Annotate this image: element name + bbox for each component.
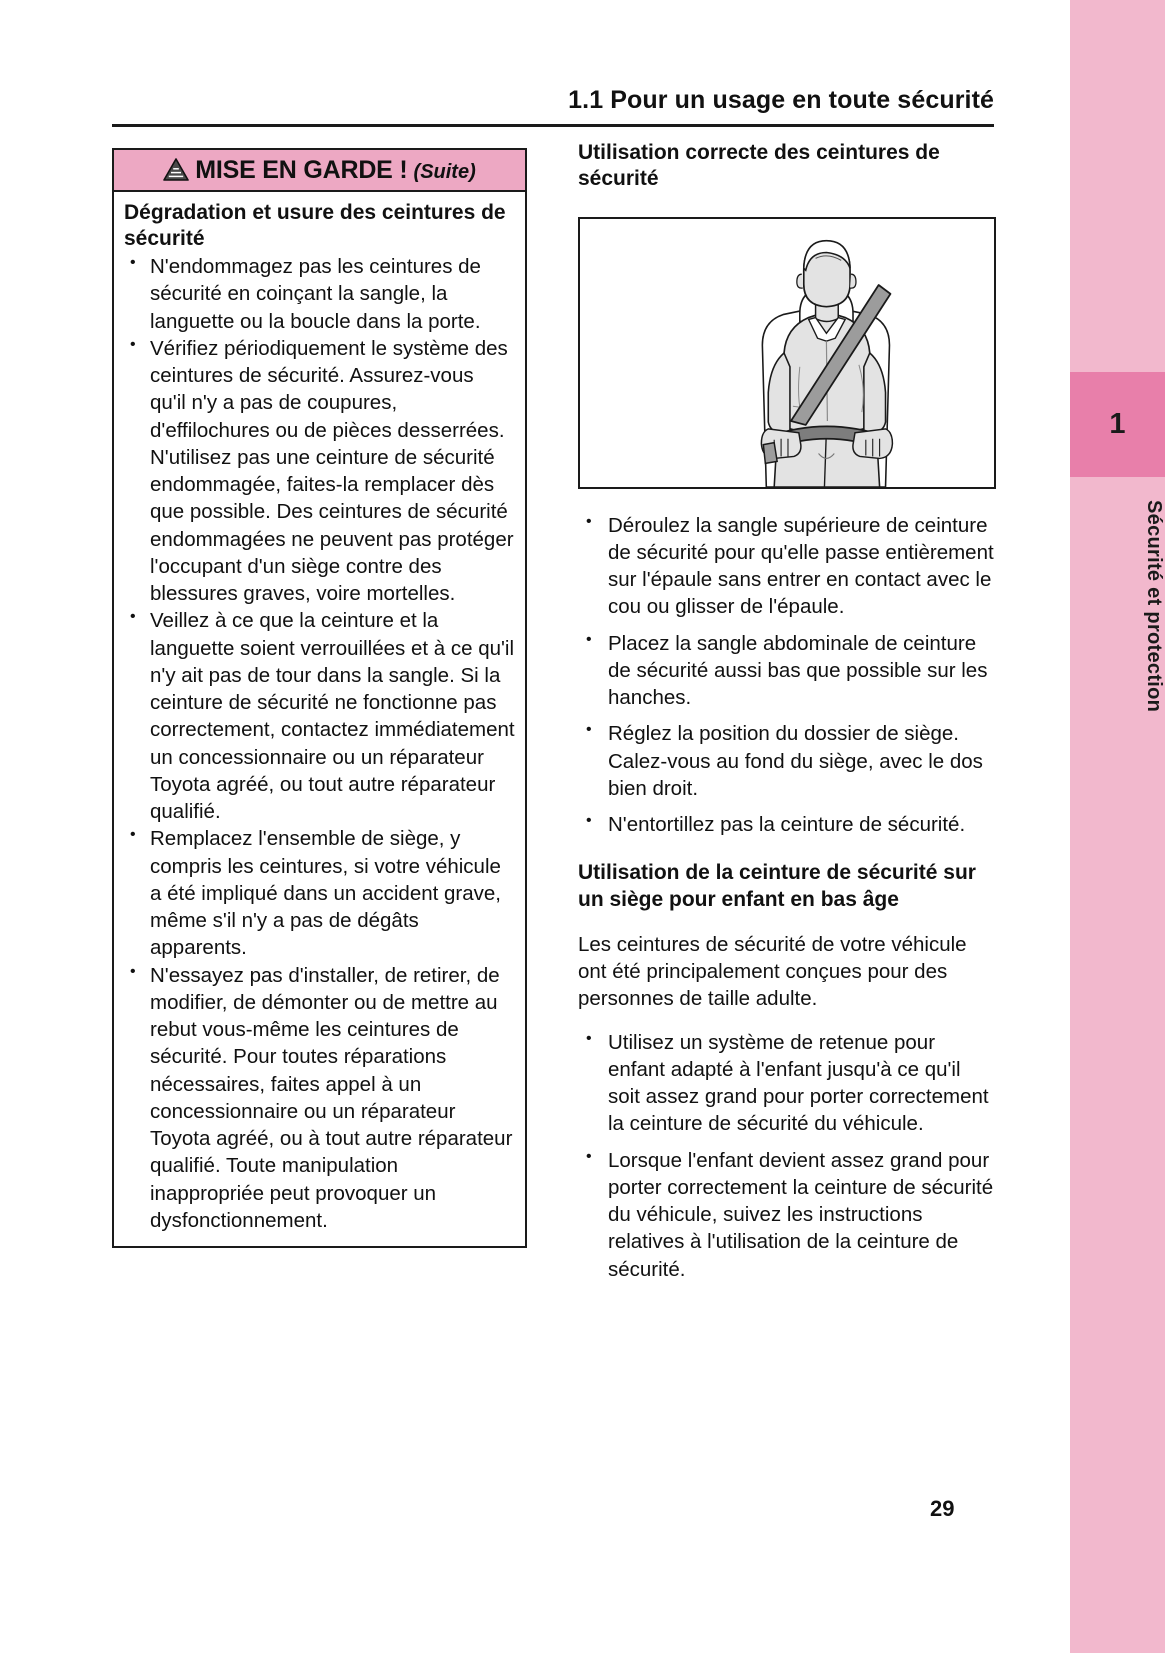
child-seat-bullet-list <box>578 1029 996 1283</box>
list-item: • N'endommagez pas les ceintures de sécurité en coinçant la sangle, la languette ou la boucle dans la porte. <box>124 253 515 335</box>
warning-banner <box>114 150 525 192</box>
warning-subtitle: Dégradation et usure des ceintures de sécurité <box>124 201 506 250</box>
list-item: • Remplacez l'ensemble de siège, y compris les ceintures, si votre véhicule a été impliqué dans un accident grave, même s'il n'y a pas de dégâts apparents. <box>124 825 515 961</box>
correct-use-bullet-list <box>578 512 996 839</box>
warning-body <box>114 192 525 1246</box>
section-heading-child-seat: Utilisation de la ceinture de sécurité sur un siège pour enfant en bas âge <box>578 861 976 911</box>
chapter-label: Sécurité et protection <box>1143 500 1165 713</box>
list-item: • Vérifiez périodiquement le système des ceintures de sécurité. Assurez-vous qu'il n'y a pas de coupures, d'effilochures ou de pièces desserrées. N'utilisez pas une ceinture de sécurité endommagée, faites-la remplacer dès que possible. Des ceintures de sécurité endommagées ne peuvent pas protéger l'occupant d'un siège contre des blessures graves, voire mortelles. <box>124 335 515 608</box>
page-number: 29 <box>930 1496 955 1521</box>
warning-continuation-label: (Suite) <box>413 161 476 183</box>
list-item: • Lorsque l'enfant devient assez grand pour porter correctement la ceinture de sécurité du véhicule, suivez les instructions relatives à l'utilisation de la ceinture de sécurité. <box>578 1147 996 1283</box>
list-item: • Réglez la position du dossier de siège. Calez-vous au fond du siège, avec le dos bien droit. <box>578 720 996 802</box>
chapter-number-block <box>1070 372 1165 477</box>
left-column <box>112 148 527 1248</box>
warning-title: MISE EN GARDE ! <box>195 156 408 184</box>
right-column <box>578 140 996 1292</box>
warning-triangle-icon <box>163 158 189 182</box>
warning-callout-box <box>112 148 527 1248</box>
seated-occupant-with-seatbelt-illustration <box>578 217 996 489</box>
list-item: • N'essayez pas d'installer, de retirer, de modifier, de démonter ou de mettre au rebut vous-même les ceintures de sécurité. Pour toutes réparations nécessaires, faites appel à un concessionnaire ou un réparateur Toyota agréé, ou à tout autre réparateur qualifié. Toute manipulation inappropriée peut provoquer un dysfonctionnement. <box>124 962 515 1235</box>
section-heading-correct-use: Utilisation correcte des ceintures de sécurité <box>578 141 940 191</box>
list-item: • Utilisez un système de retenue pour enfant adapté à l'enfant jusqu'à ce qu'il soit assez grand pour porter correctement la ceinture de sécurité du véhicule. <box>578 1029 996 1138</box>
header-divider <box>112 124 994 127</box>
list-item: • Déroulez la sangle supérieure de ceinture de sécurité pour qu'elle passe entièrement sur l'épaule sans entrer en contact avec le cou ou glisser de l'épaule. <box>578 512 996 621</box>
list-item: • N'entortillez pas la ceinture de sécurité. <box>578 811 996 838</box>
chapter-number: 1 <box>1109 408 1126 440</box>
page-header-title: 1.1 Pour un usage en toute sécurité <box>568 86 994 114</box>
list-item: • Veillez à ce que la ceinture et la languette soient verrouillées et à ce qu'il n'y ait pas de tour dans la sangle. Si la ceinture de sécurité ne fonctionne pas correctement, contactez immédiatement un concessionnaire ou un réparateur Toyota agréé, ou tout autre réparateur qualifié. <box>124 607 515 825</box>
child-seat-paragraph: Les ceintures de sécurité de votre véhicule ont été principalement conçues pour des personnes de taille adulte. <box>578 932 967 1011</box>
warning-bullet-list <box>124 253 515 1234</box>
list-item: • Placez la sangle abdominale de ceinture de sécurité aussi bas que possible sur les hanches. <box>578 630 996 712</box>
chapter-side-tab <box>1070 0 1165 1653</box>
